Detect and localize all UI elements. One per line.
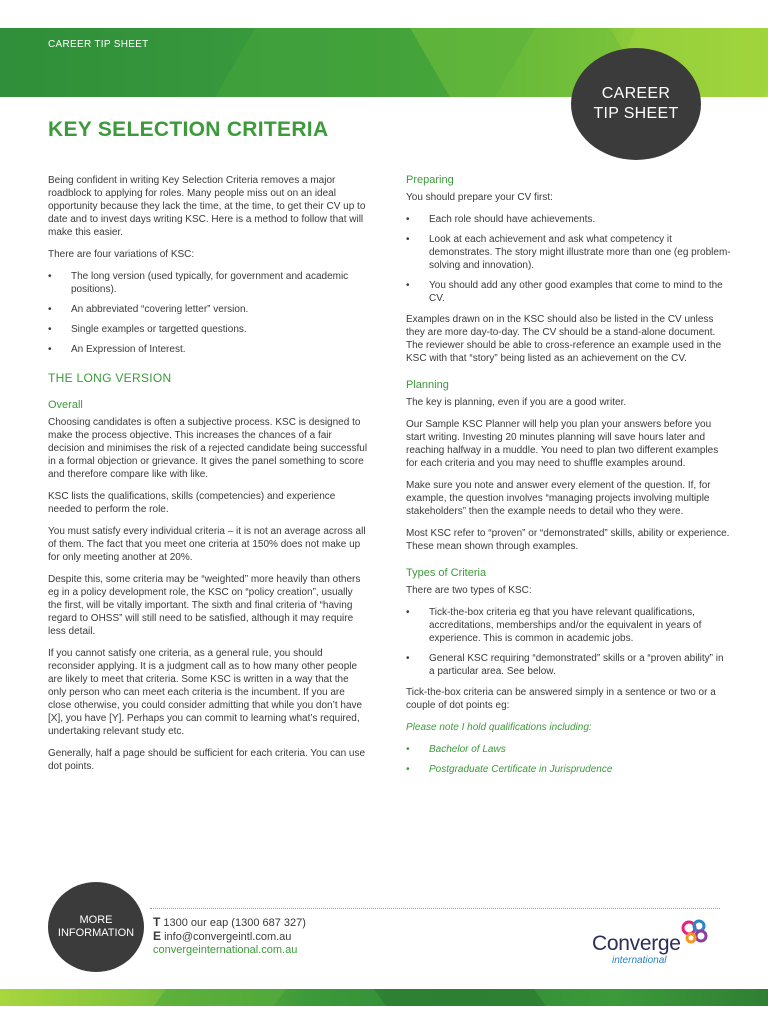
variations-intro: There are four variations of KSC: <box>48 249 195 260</box>
badge-line: TIP SHEET <box>593 105 679 122</box>
variations-list <box>48 270 368 356</box>
paragraph: Our Sample KSC Planner will help you plan your answers before you start writing. Investing 20 minutes planning will save hours later and reaching halfway in a muddle. You need to plan two different examples for each criteria and you may need to shuffle examples around. <box>406 419 719 469</box>
email-link[interactable]: info@convergeintl.com.au <box>164 931 292 943</box>
paragraph: Generally, half a page should be sufficient for each criteria. You can use dot points. <box>48 748 366 772</box>
subheading-planning: Planning <box>406 379 449 391</box>
logo-wordmark: Converge <box>592 932 681 955</box>
subheading-overall: Overall <box>48 399 83 411</box>
logo-subtitle: international <box>612 955 667 966</box>
badge-line: INFORMATION <box>57 927 135 939</box>
preparing-list <box>406 213 731 305</box>
phone-row <box>153 916 306 930</box>
contact-details <box>153 916 306 957</box>
paragraph: Most KSC refer to “proven” or “demonstrated” skills, ability or experience. These mean shown through examples. <box>406 528 730 552</box>
left-column <box>48 174 368 782</box>
phone-key: T <box>153 915 161 929</box>
bottom-banner <box>0 989 768 1006</box>
badge-line: CAREER <box>601 85 671 102</box>
list-item: • The long version (used typically, for government and academic positions). <box>48 270 368 296</box>
footer-divider <box>150 908 720 909</box>
phone-number[interactable]: 1300 our eap (1300 687 327) <box>163 917 306 929</box>
paragraph: You must satisfy every individual criteria – it is not an average across all of them. The fact that you meet one criteria at 150% does not make up for only meeting another at 20%. <box>48 526 366 563</box>
paragraph: Tick-the-box criteria can be answered simply in a sentence or two or a couple of dot points eg: <box>406 687 716 711</box>
banner-shape <box>154 989 286 1006</box>
converge-logo <box>592 918 717 968</box>
intro-paragraph: Being confident in writing Key Selection Criteria removes a major roadblock to applying for roles. Many people miss out on an ideal opportunity because they lack the time, at the time, to get their CV up to date and to invest days writing KSC. Here is a method to follow that will make this easier. <box>48 175 366 238</box>
section-heading-long-version: THE LONG VERSION <box>48 371 172 385</box>
paragraph: Choosing candidates is often a subjective process. KSC is designed to make the process objective. This increases the chances of a fair decision and minimises the risk of a rejected candidate being successful in a formal objection or grievance. It gives the panel something to score and therefore compare like with like. <box>48 417 368 480</box>
email-key: E <box>153 929 162 943</box>
paragraph: Make sure you note and answer every element of the question. If, for example, the question involves “managing projects involving multiple stakeholders” then the example needs to detail who they were. <box>406 480 711 517</box>
list-item: • Bachelor of Laws <box>406 743 731 756</box>
list-item: • Tick-the-box criteria eg that you have relevant qualifications, accreditations, memberships and/or the equivalent in years of experience. This is common in academic jobs. <box>406 606 731 645</box>
paragraph: The key is planning, even if you are a good writer. <box>406 397 627 408</box>
list-item: • General KSC requiring “demonstrated” skills or a “proven ability” in a particular area. See below. <box>406 652 731 678</box>
list-item: • Look at each achievement and ask what competency it demonstrates. The story might illustrate more than one (eg problem-solving and innovation). <box>406 233 731 272</box>
list-item: • Single examples or targetted questions. <box>48 323 368 336</box>
types-list <box>406 606 731 678</box>
badge-line: MORE <box>79 914 113 926</box>
list-item: • You should add any other good examples that come to mind to the CV. <box>406 279 731 305</box>
page-title: KEY SELECTION CRITERIA <box>48 118 329 141</box>
top-label: CAREER TIP SHEET <box>48 39 149 50</box>
career-tip-badge <box>571 48 701 160</box>
qualifications-list <box>406 743 731 776</box>
list-item: • Postgraduate Certificate in Jurisprudence <box>406 763 731 776</box>
paragraph: There are two types of KSC: <box>406 585 532 596</box>
right-column <box>406 174 731 784</box>
paragraph: If you cannot satisfy one criteria, as a general rule, you should reconsider applying. It is a judgment call as to how many other people are likely to meet that criteria. Some KSC is written in a way that the only person who can meet each criteria is the incumbent. If you are close otherwise, you could consider admitting that while you don’t have [X], you have [Y]. Perhaps you can commit to learning what’s required, undertaking relevant study etc. <box>48 648 363 737</box>
banner-shape <box>374 989 546 1006</box>
list-item: • An Expression of Interest. <box>48 343 368 356</box>
email-row <box>153 930 306 944</box>
more-information-badge <box>48 882 144 972</box>
subheading-preparing: Preparing <box>406 174 454 186</box>
subheading-types-of-criteria: Types of Criteria <box>406 567 487 579</box>
example-note: Please note I hold qualifications including: <box>406 722 592 733</box>
paragraph: You should prepare your CV first: <box>406 192 553 203</box>
logo-swirl-icon <box>677 918 713 948</box>
paragraph: Despite this, some criteria may be “weighted” more heavily than others eg in a policy development role, the KSC on “policy creation”, usually the first, will be vitally important. The sixth and final criteria of “having regard to OHSS” will still need to be satisfied, although it may require less detail. <box>48 574 361 637</box>
paragraph: KSC lists the qualifications, skills (competencies) and experience needed to perform the role. <box>48 491 336 515</box>
list-item: • Each role should have achievements. <box>406 213 731 226</box>
list-item: • An abbreviated “covering letter” version. <box>48 303 368 316</box>
website-link[interactable]: convergeinternational.com.au <box>153 944 298 956</box>
paragraph: Examples drawn on in the KSC should also be listed in the CV unless they are more day-to-day. The CV should be a stand-alone document. The reviewer should be able to cross-reference an example used in the KSC with that “story” being listed as an achievement on the CV. <box>406 314 722 364</box>
